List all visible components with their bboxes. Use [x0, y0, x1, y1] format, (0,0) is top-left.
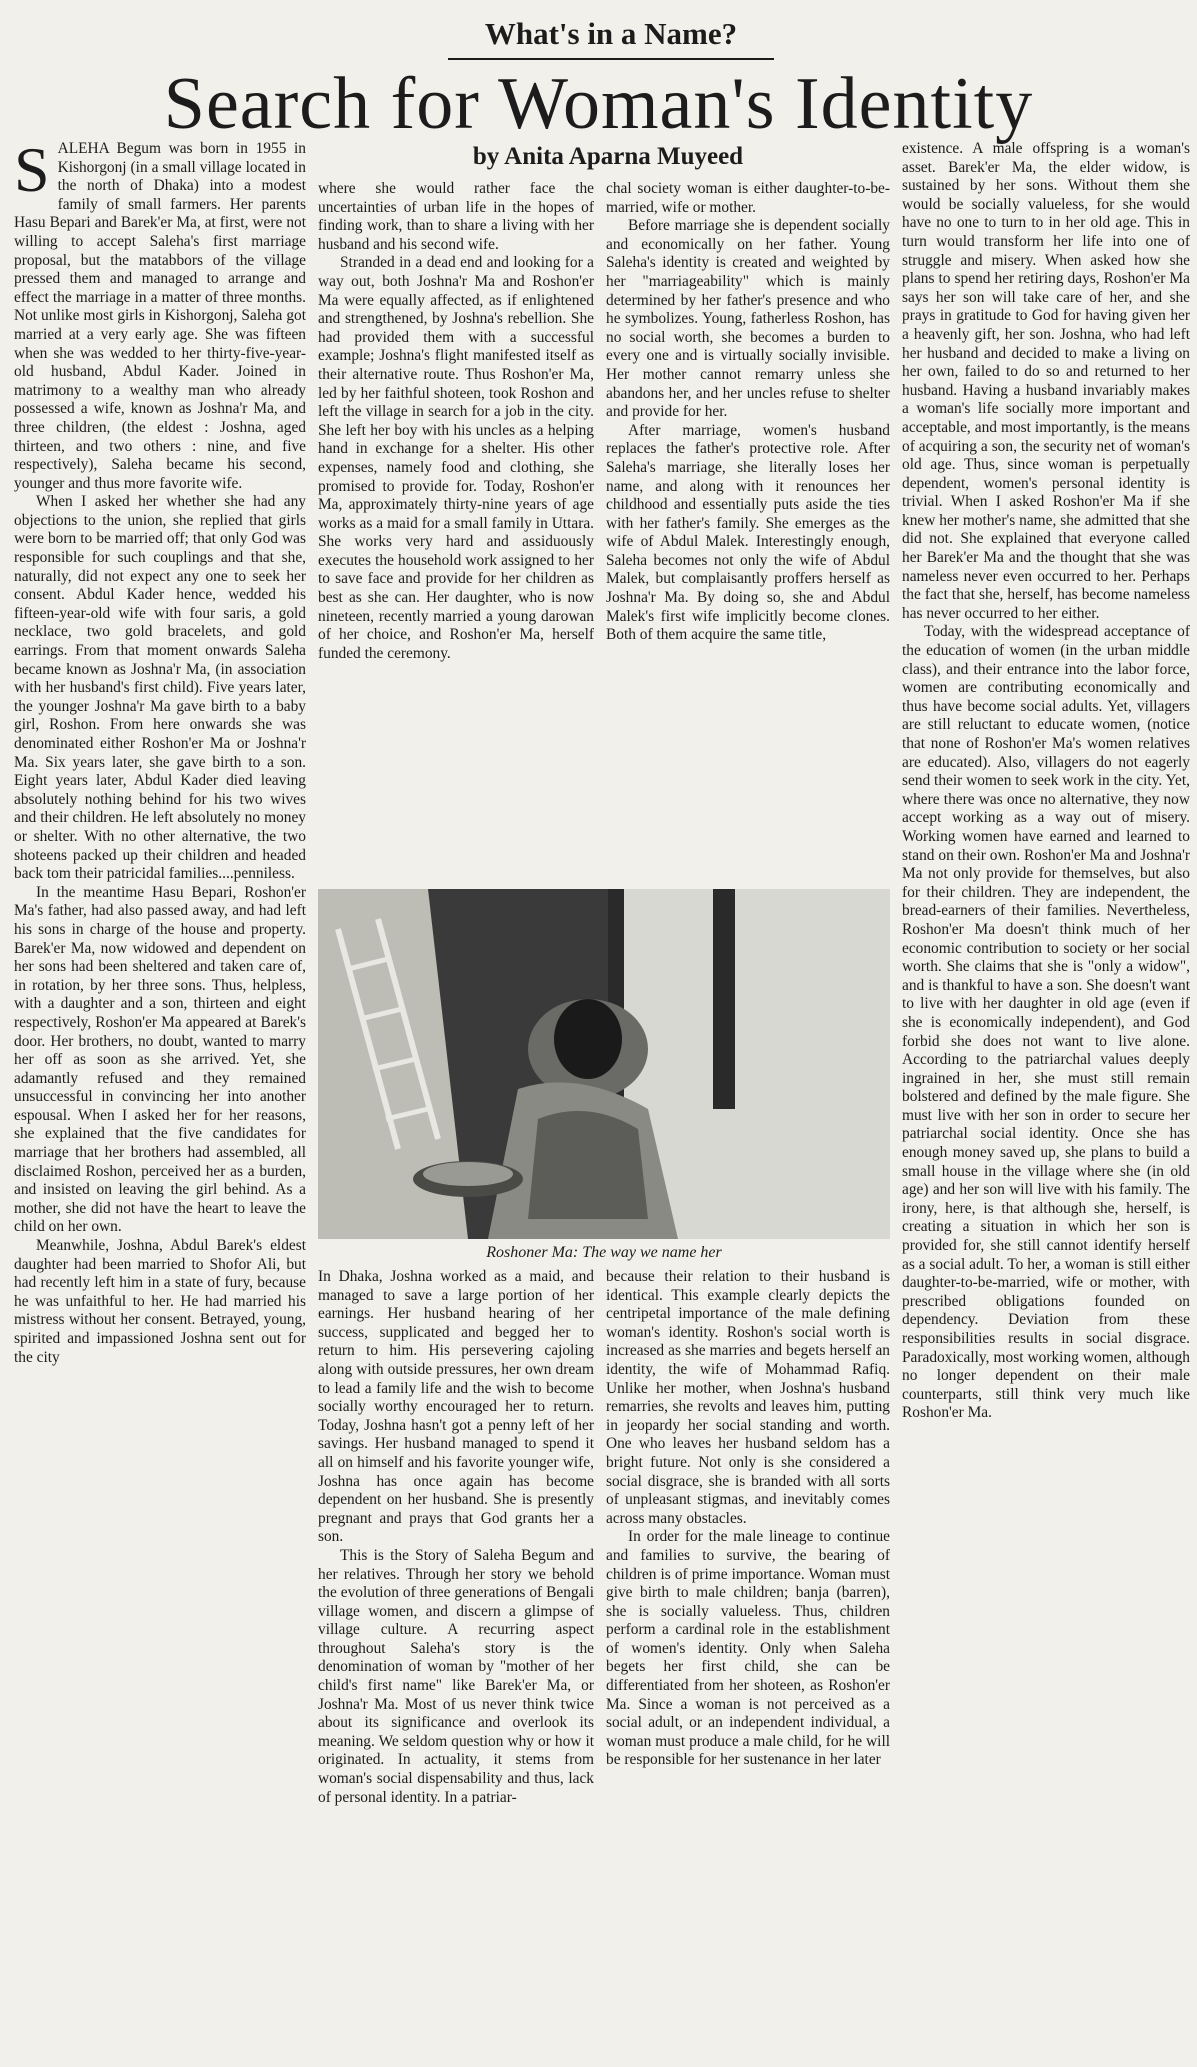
- paragraph: existence. A male offspring is a woman's asset. Barek'er Ma, the elder widow, is sustained by her sons. Without them she would be socially valueless, for she would have no one to turn to in her old age. This in turn would transform her life into one of struggle and misery. When asked how she plans to spend her retiring days, Roshon'er Ma says her son will take care of her, and she prays in gratitude to God for having given her a heavenly gift, her son. Joshna, who had left her husband and decided to make a living on her own, failed to do so and returned to her husband. Having a husband invariably makes a woman's life socially more important and acceptable, and most importantly, is the means of acquiring a son, the security net of woman's old age. Thus, since woman is perpetually dependent, women's personal identity is trivial. When I asked Roshon'er Ma if she knew her mother's name, she admitted that she did not. She explained that everyone called her Barek'er Ma and the thought that she was nameless never even occurred to her. Perhaps the fact that she, herself, has become nameless has never occurred to her either.: [902, 140, 1190, 622]
- paragraph: In order for the male lineage to continue and families to survive, the bearing of children is of prime importance. Woman must give birth to male children; banja (barren), she is socially valueless. Thus, children perform a cardinal role in the establishment of women's identity. Only when Saleha begets her first child, she can be differentiated from her shoteen, as Roshon'er Ma. Since a woman is not perceived as a social adult, or an independent individual, a woman must produce a male child, for he will be responsible for her sustenance in her later: [606, 1528, 890, 1769]
- paragraph: When I asked her whether she had any objections to the union, she replied that girls were born to be married off; that only God was responsible for such couplings and that she, naturally, did not expect any one to seek her consent. Abdul Kader hence, wedded his fifteen-year-old wife with four saris, a gold necklace, two gold bracelets, and gold earrings. From that moment onwards Saleha became known as Joshna'r Ma, (in association with her husband's first child). Five years later, the younger Joshna'r Ma gave birth to a baby girl, Roshon. From here onwards she was denominated either Roshon'er Ma or Joshna'r Ma. Six years later, she gave birth to a son. Eight years later, Abdul Kader died leaving absolutely nothing behind for his two wives and their children. He left absolutely no money or shelter. With no other alternative, the two shoteens packed up their children and headed back tom their patricidal families....penniless.: [14, 493, 306, 883]
- column-2-bottom: [318, 1268, 594, 2060]
- paragraph: chal society woman is either daughter-to-be-married, wife or mother.: [606, 180, 890, 216]
- column-1: [14, 140, 306, 2060]
- photo-illustration: [318, 889, 890, 1239]
- paragraph: Meanwhile, Joshna, Abdul Barek's eldest daughter had been married to Shofor Ali, but had recently left him in a state of fury, because he was unfaithful to her. He had married his mistress without her consent. Betrayed, young, spirited and impassioned Joshna sent out for the city: [14, 1237, 306, 1366]
- paragraph: In Dhaka, Joshna worked as a maid, and managed to save a large portion of her earnings. Her husband hearing of her success, supplicated and begged her to return to him. His persevering cajoling along with outside pressures, her own dream to lead a family life and the wish to become socially worthy encouraged her to return. Today, Joshna hasn't got a penny left of her savings. Her husband managed to spend it all on himself and his favorite younger wife, Joshna has once again has become dependent on her husband. She is presently pregnant and prays that God grants her a son.: [318, 1268, 594, 1546]
- article-headline: Search for Woman's Identity: [163, 63, 1034, 145]
- paragraph: [14, 140, 306, 493]
- paragraph: Stranded in a dead end and looking for a way out, both Joshna'r Ma and Roshon'er Ma were equally affected, as if enlightened and strengthened, by Joshna's rebellion. She had provided them with a successful example; Joshna's flight manifested itself as their alternative route. Thus Roshon'er Ma, led by her faithful shoteen, took Roshon and left the village in search for a job in the city. She left her boy with his uncles as a helping hand in exchange for a shelter. His other expenses, namely food and clothing, she promised to provide for. Today, Roshon'er Ma, approximately thirty-nine years of age works as a maid for a small family in Uttara. She works very hard and assiduously executes the household work assigned to her to save face and provide for her children as best as she can. Her daughter, who is now nineteen, recently married a young darowan of her choice, and Roshon'er Ma, herself funded the ceremony.: [318, 254, 594, 662]
- photo-caption: Roshoner Ma: The way we name her: [486, 1244, 722, 1261]
- column-3-top: [606, 180, 890, 880]
- paragraph: This is the Story of Saleha Begum and her relatives. Through her story we behold the evolution of three generations of Bengali village women, and discern a glimpse of village culture. A recurring aspect throughout Saleha's story is the denomination of woman by "mother of her child's first name" like Barek'er Ma, or Joshna'r Ma. Most of us never think twice about its significance and overlook its meaning. We seldom question why or how it originated. In actuality, it stems from woman's social dispensability and thus, lack of personal identity. In a patriar-: [318, 1546, 594, 1806]
- paragraph: After marriage, women's husband replaces the father's protective role. After Saleha's marriage, she literally loses her name, and along with it renounces her childhood and essentially puts aside the ties with her father's family. She emerges as the wife of Abdul Malek. Interestingly enough, Saleha becomes not only the wife of Abdul Malek, but complaisantly proffers herself as Joshna'r Ma. By doing so, she and Abdul Malek's first wife implicitly become clones. Both of them acquire the same title,: [606, 421, 890, 644]
- paragraph: Before marriage she is dependent socially and economically on her father. Young Saleha's identity is created and weighted by her "marriageability" which is mainly determined by her father's presence and who he symbolizes. Young, fatherless Roshon, has no social worth, she becomes a burden to every one and is virtually socially invisible. Her mother cannot remarry unless she abandons her, and her uncles refuse to shelter and provide for her.: [606, 217, 890, 421]
- paragraph: where she would rather face the uncertainties of urban life in the hopes of finding work, than to share a living with her husband and his second wife.: [318, 180, 594, 253]
- paragraph: In the meantime Hasu Bepari, Roshon'er Ma's father, had also passed away, and had left his sons in charge of the house and property. Barek'er Ma, now widowed and dependent on her sons had been sheltered and taken care of, in rotation, by her three sons. Thus, helpless, with a daughter and a son, thirteen and eight respectively, Roshon'er Ma appeared at Barek's door. Her brothers, no doubt, wanted to marry her off as soon as she arrived. Yet, she adamantly refused and they remained unsuccessful in convincing her into another espousal. When I asked her for her reasons, she explained that the five candidates for marriage that her brothers had assembled, all disclaimed Roshon, perceived her as a burden, and insisted on leaving the girl behind. As a mother, she did not have the heart to leave the child on her own.: [14, 883, 306, 1236]
- paragraph: because their relation to their husband is identical. This example clearly depicts the centripetal importance of the male defining woman's identity. Roshon's social worth is increased as she marries and begets herself an identity, the wife of Mohammad Rafiq. Unlike her mother, when Joshna's husband remarries, she revolts and leaves him, putting in jeopardy her social standing and worth. One who leaves her husband seldom has a bright future. Not only is she considered a social disgrace, she is branded with all sorts of unpleasant stigmas, and inevitably comes across many obstacles.: [606, 1268, 890, 1527]
- column-2-top: [318, 180, 594, 880]
- paragraph: Today, with the widespread acceptance of the education of women (in the urban middle class), and their entrance into the labor force, women are contributing economically and thus have become social adults. Yet, villagers are still reluctant to educate women, (notice that none of Roshon'er Ma's women relatives are educated). Also, villagers do not eagerly send their women to seek work in the city. Yet, where there was once no alternative, they now accept working as a way out of misery. Working women have earned and learned to stand on their own. Roshon'er Ma and Joshna'r Ma not only provide for themselves, but also for their children. They are independent, the bread-earners of their families. Nevertheless, Roshon'er Ma doesn't think much of her economic contribution to society or her social worth. She claims that she is "only a widow", and is thankful to have a son. She doesn't want to live with her daughter in old age (even if she is economically independent), and God forbid she does not want to live alone. According to the patriarchal values deeply ingrained in her, she must still remain bolstered and defined by the male figure. She must live with her son in order to secure her patriarchal social identity. Once she has enough money saved up, she plans to build a small house in the village where she (in old age) and her son will live with his family. The irony, here, is that although she, herself, is creating a situation in which her son is provided for, she still cannot identify herself as a social adult. To her, a woman is still either daughter-to-be-married, wife or mother, with prescribed obligations founded on dependency. Deviation from these responsibilities results in social disgrace. Paradoxically, most working women, although no longer dependent on their male counterparts, still think very much like Roshon'er Ma.: [902, 623, 1190, 1422]
- paragraph-text: ALEHA Begum was born in 1955 in Kishorgonj (in a small village located in the north of Dhaka) into a modest family of small farmers. Her parents Hasu Bepari and Barek'er Ma, at first, were not willing to accept Saleha's first marriage proposal, but the matabbors of the village pressed them and managed to arrange and effect the marriage in a matter of three months. Not unlike most girls in Kishorgonj, Saleha got married at a very early age. She was fifteen when she was wedded to her thirty-five-year-old husband, Abdul Kader. Joined in matrimony to a wealthy man who already possessed a wife, known as Joshna'r Ma, and three children, (the eldest : Joshna, aged thirteen, and two others : nine, and five respectively), Saleha became his second, younger and thus more favorite wife.: [14, 140, 306, 492]
- column-4: [902, 140, 1190, 2060]
- column-3-bottom: [606, 1268, 890, 2060]
- section-kicker: What's in a Name?: [448, 14, 774, 60]
- drop-cap: S: [14, 140, 50, 205]
- byline: by Anita Aparna Muyeed: [472, 143, 744, 170]
- article-photo: [318, 889, 890, 1239]
